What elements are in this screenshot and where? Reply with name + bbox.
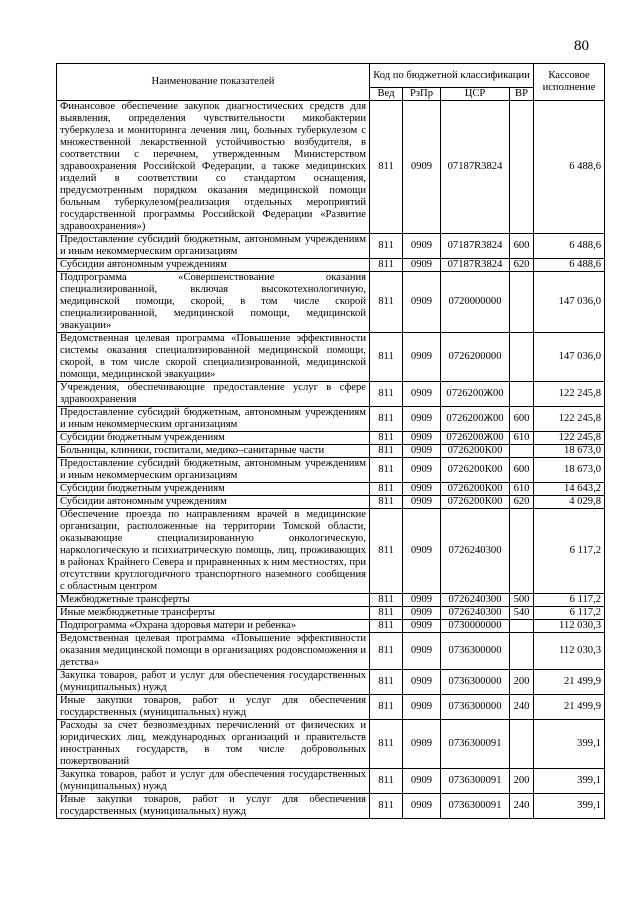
row-vr: 610 [510,432,534,445]
row-name: Подпрограмма «Совершенствование оказания специализированной, включая высокотехнологичную, медицинской помощи, скорой, в том числе скорой специализированной, медицинской помощи, медицинской эвакуации» [57,272,370,333]
row-vr: 600 [510,407,534,432]
row-amount: 399,1 [534,720,605,769]
table-row [57,407,605,432]
row-amount: 6 117,2 [534,607,605,620]
row-amount: 18 673,0 [534,458,605,483]
row-rzpr: 0909 [403,101,441,234]
row-vr: 600 [510,458,534,483]
row-ved: 811 [370,333,403,382]
row-name: Финансовое обеспечение закупок диагностических средств для выявления, определения чувствительности микобактерии туберкулеза и мониторинга лечения лиц, больных туберкулезом с множественной лекарственной устойчивостью возбудителя, в соответствии с перечнем, утвержденным Министерством здравоохранения Российской Федерации, а также медицинских изделий в соответствии со стандартом оснащения, предусмотренным порядком оказания медицинской помощи больным туберкулезом(реализация отдельных мероприятий государственной программы Российской Федерации «Развитие здравоохранения») [57,101,370,234]
row-amount: 4 029,8 [534,496,605,509]
row-ved: 811 [370,458,403,483]
row-amount: 147 036,0 [534,333,605,382]
row-name: Больницы, клиники, госпитали, медико–санитарные части [57,445,370,458]
row-ved: 811 [370,445,403,458]
table-row [57,382,605,407]
row-rzpr: 0909 [403,670,441,695]
table-row [57,496,605,509]
row-rzpr: 0909 [403,633,441,670]
row-csr: 0726200К00 [441,458,510,483]
row-csr: 0736300000 [441,670,510,695]
row-amount: 112 030,3 [534,633,605,670]
row-ved: 811 [370,272,403,333]
row-rzpr: 0909 [403,720,441,769]
table-row [57,432,605,445]
row-rzpr: 0909 [403,509,441,594]
row-amount: 6 117,2 [534,509,605,594]
row-vr [510,333,534,382]
row-csr: 0736300091 [441,720,510,769]
row-ved: 811 [370,234,403,259]
table-row [57,594,605,607]
row-ved: 811 [370,259,403,272]
row-csr: 07187R3824 [441,259,510,272]
row-ved: 811 [370,432,403,445]
header-rzpr: РзПр [403,88,441,101]
header-amount: Кассовое исполнение [534,64,605,101]
row-ved: 811 [370,633,403,670]
table-row [57,483,605,496]
row-csr: 07187R3824 [441,101,510,234]
table-row [57,695,605,720]
row-rzpr: 0909 [403,432,441,445]
row-vr: 620 [510,496,534,509]
row-vr [510,633,534,670]
row-csr: 0736300000 [441,695,510,720]
row-vr [510,101,534,234]
row-rzpr: 0909 [403,445,441,458]
row-name: Субсидии бюджетным учреждениям [57,483,370,496]
table-row [57,720,605,769]
row-vr: 620 [510,259,534,272]
row-name: Закупка товаров, работ и услуг для обеспечения государственных (муниципальных) нужд [57,769,370,794]
row-name: Предоставление субсидий бюджетным, автономным учреждениям и иным некоммерческим организациям [57,234,370,259]
row-amount: 18 673,0 [534,445,605,458]
row-name: Предоставление субсидий бюджетным, автономным учреждениям и иным некоммерческим организациям [57,407,370,432]
row-amount: 6 488,6 [534,234,605,259]
row-amount: 6 117,2 [534,594,605,607]
header-csr: ЦСР [441,88,510,101]
row-amount: 112 030,3 [534,620,605,633]
row-amount: 399,1 [534,794,605,819]
row-csr: 0726200000 [441,333,510,382]
row-csr: 0726200К00 [441,445,510,458]
row-name: Иные межбюджетные трансферты [57,607,370,620]
row-vr [510,445,534,458]
row-amount: 14 643,2 [534,483,605,496]
budget-execution-table [56,63,605,819]
table-row [57,333,605,382]
table-row [57,272,605,333]
row-rzpr: 0909 [403,695,441,720]
row-rzpr: 0909 [403,594,441,607]
row-vr: 240 [510,695,534,720]
row-name: Обеспечение проезда по направлениям врачей в медицинские организации, расположенные на территории Томской области, оказывающие специализированную онкологическую, наркологическую и психиатрическую помощь, лиц, проживающих в районах Крайнего Севера и приравненных к ним местностях, при отсутствии круглогодичного транспортного наземного сообщения с областным центром [57,509,370,594]
row-amount: 122 245,8 [534,407,605,432]
row-rzpr: 0909 [403,496,441,509]
row-csr: 0726240300 [441,509,510,594]
row-csr: 0726200К00 [441,496,510,509]
row-ved: 811 [370,407,403,432]
row-name: Предоставление субсидий бюджетным, автономным учреждениям и иным некоммерческим организациям [57,458,370,483]
row-vr [510,509,534,594]
row-ved: 811 [370,720,403,769]
row-ved: 811 [370,496,403,509]
row-ved: 811 [370,382,403,407]
row-amount: 122 245,8 [534,432,605,445]
row-rzpr: 0909 [403,458,441,483]
row-name: Иные закупки товаров, работ и услуг для обеспечения государственных (муниципальных) нужд [57,794,370,819]
header-code-group: Код по бюджетной классификации [370,64,534,88]
row-name: Иные закупки товаров, работ и услуг для обеспечения государственных (муниципальных) нужд [57,695,370,720]
row-name: Субсидии автономным учреждениям [57,259,370,272]
table-row [57,509,605,594]
row-csr: 0736300000 [441,633,510,670]
row-ved: 811 [370,670,403,695]
row-rzpr: 0909 [403,483,441,496]
row-amount: 6 488,6 [534,259,605,272]
row-csr: 0720000000 [441,272,510,333]
table-row [57,445,605,458]
row-amount: 6 488,6 [534,101,605,234]
row-name: Ведомственная целевая программа «Повышение эффективности оказания медицинской помощи в организациях родовспоможения и детства» [57,633,370,670]
row-ved: 811 [370,607,403,620]
table-header [57,64,605,101]
row-vr: 610 [510,483,534,496]
row-vr [510,382,534,407]
table-row [57,101,605,234]
row-csr: 0726240300 [441,594,510,607]
row-name: Субсидии бюджетным учреждениям [57,432,370,445]
row-name: Межбюджетные трансферты [57,594,370,607]
row-rzpr: 0909 [403,794,441,819]
row-ved: 811 [370,483,403,496]
row-rzpr: 0909 [403,234,441,259]
row-amount: 21 499,9 [534,695,605,720]
row-vr [510,272,534,333]
table-row [57,633,605,670]
row-rzpr: 0909 [403,333,441,382]
row-amount: 147 036,0 [534,272,605,333]
row-rzpr: 0909 [403,272,441,333]
row-ved: 811 [370,695,403,720]
table-row [57,670,605,695]
row-name: Ведомственная целевая программа «Повышение эффективности системы оказания специализированной медицинской помощи, скорой, в том числе скорой специализированной, медицинской помощи, медицинской эвакуации» [57,333,370,382]
row-rzpr: 0909 [403,620,441,633]
header-name: Наименование показателей [57,64,370,101]
table-row [57,259,605,272]
row-vr: 500 [510,594,534,607]
row-name: Закупка товаров, работ и услуг для обеспечения государственных (муниципальных) нужд [57,670,370,695]
row-csr: 07187R3824 [441,234,510,259]
row-csr: 0726240300 [441,607,510,620]
page-number: 80 [574,38,589,54]
row-vr: 200 [510,670,534,695]
header-ved: Вед [370,88,403,101]
row-rzpr: 0909 [403,259,441,272]
row-rzpr: 0909 [403,607,441,620]
row-name: Подпрограмма «Охрана здоровья матери и ребенка» [57,620,370,633]
row-ved: 811 [370,794,403,819]
row-amount: 399,1 [534,769,605,794]
row-csr: 0726200Ж00 [441,432,510,445]
row-rzpr: 0909 [403,382,441,407]
row-rzpr: 0909 [403,769,441,794]
row-vr: 540 [510,607,534,620]
row-ved: 811 [370,769,403,794]
row-vr [510,720,534,769]
row-name: Субсидии автономным учреждениям [57,496,370,509]
row-amount: 21 499,9 [534,670,605,695]
table-row [57,620,605,633]
row-vr [510,620,534,633]
row-vr: 200 [510,769,534,794]
header-vr: ВР [510,88,534,101]
row-name: Учреждения, обеспечивающие предоставление услуг в сфере здравоохранения [57,382,370,407]
table-row [57,458,605,483]
table-body [57,101,605,819]
row-ved: 811 [370,509,403,594]
row-csr: 0730000000 [441,620,510,633]
row-vr: 240 [510,794,534,819]
row-ved: 811 [370,620,403,633]
row-vr: 600 [510,234,534,259]
table-row [57,607,605,620]
row-csr: 0726200К00 [441,483,510,496]
table-row [57,769,605,794]
table-row [57,234,605,259]
row-rzpr: 0909 [403,407,441,432]
row-csr: 0726200Ж00 [441,407,510,432]
row-ved: 811 [370,594,403,607]
table-row [57,794,605,819]
row-amount: 122 245,8 [534,382,605,407]
row-name: Расходы за счет безвозмездных перечислений от физических и юридических лиц, международных организаций и правительств иностранных государств, в том числе добровольных пожертвований [57,720,370,769]
row-ved: 811 [370,101,403,234]
row-csr: 0736300091 [441,794,510,819]
row-csr: 0736300091 [441,769,510,794]
row-csr: 0726200Ж00 [441,382,510,407]
